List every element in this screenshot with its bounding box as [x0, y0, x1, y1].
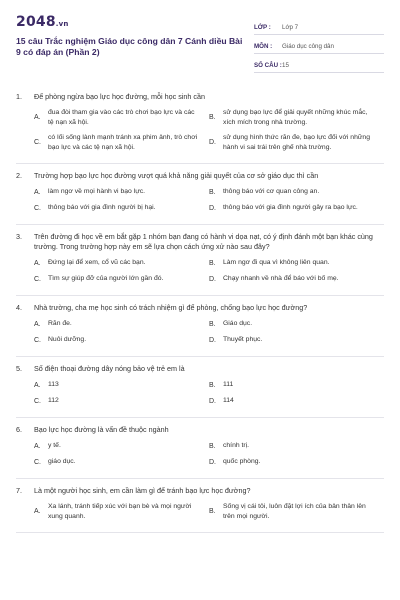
question-header [16, 232, 384, 252]
question-number: 2. [16, 171, 22, 180]
answer-option[interactable] [34, 457, 209, 467]
answer-option[interactable] [209, 108, 384, 127]
answer-option[interactable] [34, 380, 209, 390]
option-text: 114 [223, 397, 234, 405]
option-text: Giáo dục. [223, 320, 253, 328]
option-text: Răn đe. [48, 320, 72, 328]
option-text: thông báo với gia đình người gây ra bạo lực. [223, 204, 358, 212]
answer-options [16, 319, 384, 351]
question-text: Để phòng ngừa bạo lực học đường, mỗi học sinh cần [34, 92, 205, 101]
question-item [16, 225, 384, 296]
question-list [16, 85, 384, 533]
answer-option[interactable] [209, 441, 384, 451]
option-text: quốc phòng. [223, 458, 261, 466]
answer-option[interactable] [209, 396, 384, 406]
question-number: 4. [16, 303, 22, 312]
question-header [16, 171, 384, 181]
logo-text: 2048 [16, 14, 56, 30]
answer-option[interactable] [209, 274, 384, 284]
option-text: làm ngơ về mọi hành vi bạo lực. [48, 188, 146, 196]
answer-option[interactable] [34, 335, 209, 345]
answer-option[interactable] [209, 380, 384, 390]
site-logo[interactable] [16, 14, 246, 30]
option-letter: B. [209, 188, 216, 196]
question-item [16, 296, 384, 357]
option-text: 113 [48, 381, 59, 389]
option-text: Tìm sự giúp đỡ của người lớn gần đó. [48, 275, 164, 283]
question-item [16, 479, 384, 533]
option-text: sử dụng bạo lực để giải quyết những khúc mắc, xích mích trong nhà trường. [223, 109, 368, 126]
option-letter: D. [209, 204, 216, 212]
option-letter: B. [209, 114, 216, 121]
option-text: chính trị. [223, 442, 250, 450]
option-letter: B. [209, 320, 216, 328]
question-number: 7. [16, 486, 22, 495]
question-text: Nhà trường, cha mẹ học sinh có trách nhiệm gì để phòng, chống bạo lực học đường? [34, 303, 308, 312]
question-number: 1. [16, 92, 22, 101]
option-letter: D. [209, 139, 216, 146]
answer-option[interactable] [34, 274, 209, 284]
option-text: Xa lánh, tránh tiếp xúc với bạn bè và mọi người xung quanh. [48, 503, 192, 520]
meta-key: SỐ CÂU : [254, 62, 282, 69]
option-text: 112 [48, 397, 59, 405]
page-title: 15 câu Trắc nghiệm Giáo dục công dân 7 Cánh diều Bài 9 có đáp án (Phần 2) [16, 36, 243, 57]
answer-option[interactable] [34, 502, 209, 521]
answer-options [16, 187, 384, 219]
option-letter: C. [34, 458, 41, 466]
question-header [16, 303, 384, 313]
title-block [16, 14, 246, 58]
meta-key: LỚP : [254, 24, 271, 31]
option-text: Làm ngơ đi qua vì không liên quan. [223, 259, 330, 267]
question-header [16, 425, 384, 435]
answer-option[interactable] [209, 502, 384, 521]
option-letter: D. [209, 336, 216, 344]
option-letter: C. [34, 204, 41, 212]
answer-options [16, 441, 384, 473]
worksheet-header [16, 14, 384, 73]
answer-option[interactable] [34, 203, 209, 213]
question-text: Số điện thoại đường dây nóng bảo vệ trẻ em là [34, 364, 185, 373]
question-item [16, 164, 384, 225]
option-letter: C. [34, 139, 41, 146]
meta-key: MÔN : [254, 43, 273, 50]
question-item [16, 357, 384, 418]
option-text: Đứng lại để xem, cổ vũ các bạn. [48, 259, 146, 267]
meta-info [254, 16, 384, 73]
answer-option[interactable] [209, 133, 384, 152]
option-letter: C. [34, 275, 41, 283]
answer-options [16, 258, 384, 290]
option-letter: A. [34, 381, 41, 389]
question-text: Là một người học sinh, em cần làm gì để tránh bạo lực học đường? [34, 486, 251, 495]
option-text: Nuôi dưỡng. [48, 336, 87, 344]
meta-row-grade [254, 16, 384, 35]
option-text: 111 [223, 381, 234, 389]
answer-option[interactable] [34, 187, 209, 197]
option-letter: B. [209, 508, 216, 515]
meta-row-count [254, 54, 384, 73]
option-letter: D. [209, 397, 216, 405]
option-letter: A. [34, 508, 41, 515]
question-item [16, 418, 384, 479]
option-text: thông báo với gia đình người bị hại. [48, 204, 156, 212]
option-letter: A. [34, 442, 41, 450]
answer-option[interactable] [209, 319, 384, 329]
option-text: thông báo với cơ quan công an. [223, 188, 320, 196]
option-letter: D. [209, 458, 216, 466]
answer-option[interactable] [209, 457, 384, 467]
option-letter: A. [34, 114, 41, 121]
option-letter: D. [209, 275, 216, 283]
option-text: sử dụng hình thức răn đe, bạo lực đối với những hành vi sai trái trên ghế nhà trường. [223, 134, 370, 151]
meta-value: Lớp 7 [282, 24, 299, 31]
option-text: y tế. [48, 442, 61, 450]
answer-option[interactable] [34, 396, 209, 406]
answer-option[interactable] [34, 258, 209, 268]
option-text: có lối sống lành mạnh tránh xa phim ảnh, trò chơi bạo lực và các tệ nạn xã hội. [48, 134, 198, 151]
question-text: Trường hợp bạo lực học đường vượt quá khả năng giải quyết của cơ sở giáo dục thì cần [34, 171, 319, 180]
question-text: Trên đường đi học về em bắt gặp 1 nhóm bạn đang có hành vi dọa nạt, có ý định đánh một bạn khác cùng trường. Trong trường hợp này em sẽ lựa chọn cách ứng xử nào sau đây? [34, 232, 373, 251]
answer-option[interactable] [209, 335, 384, 345]
answer-option[interactable] [34, 133, 209, 152]
option-letter: B. [209, 259, 216, 267]
option-text: Chạy nhanh về nhà để báo với bố mẹ. [223, 275, 339, 283]
answer-option[interactable] [34, 108, 209, 127]
answer-option[interactable] [34, 319, 209, 329]
option-letter: B. [209, 381, 216, 389]
logo-suffix: .vn [55, 20, 69, 28]
option-letter: C. [34, 336, 41, 344]
option-text: đua đòi tham gia vào các trò chơi bạo lực và các tệ nạn xã hội. [48, 109, 195, 126]
answer-option[interactable] [209, 187, 384, 197]
answer-options [16, 502, 384, 527]
answer-options [16, 108, 384, 158]
option-text: giáo dục. [48, 458, 76, 466]
question-item [16, 85, 384, 164]
answer-option[interactable] [209, 203, 384, 213]
question-header [16, 92, 384, 102]
option-letter: C. [34, 397, 41, 405]
answer-option[interactable] [34, 441, 209, 451]
option-text: Thuyết phục. [223, 336, 263, 344]
option-text: Sống vị cái tôi, luôn đặt lợi ích của bản thân lên trên mọi người. [223, 503, 366, 520]
meta-value: 15 [282, 62, 289, 69]
option-letter: A. [34, 188, 41, 196]
meta-row-subject [254, 35, 384, 54]
meta-value: Giáo dục công dân [282, 43, 334, 50]
question-number: 6. [16, 425, 22, 434]
question-text: Bạo lực học đường là vấn đề thuộc ngành [34, 425, 169, 434]
question-number: 3. [16, 232, 22, 241]
option-letter: B. [209, 442, 216, 450]
question-header [16, 486, 384, 496]
answer-option[interactable] [209, 258, 384, 268]
answer-options [16, 380, 384, 412]
question-header [16, 364, 384, 374]
option-letter: A. [34, 259, 41, 267]
option-letter: A. [34, 320, 41, 328]
question-number: 5. [16, 364, 22, 373]
